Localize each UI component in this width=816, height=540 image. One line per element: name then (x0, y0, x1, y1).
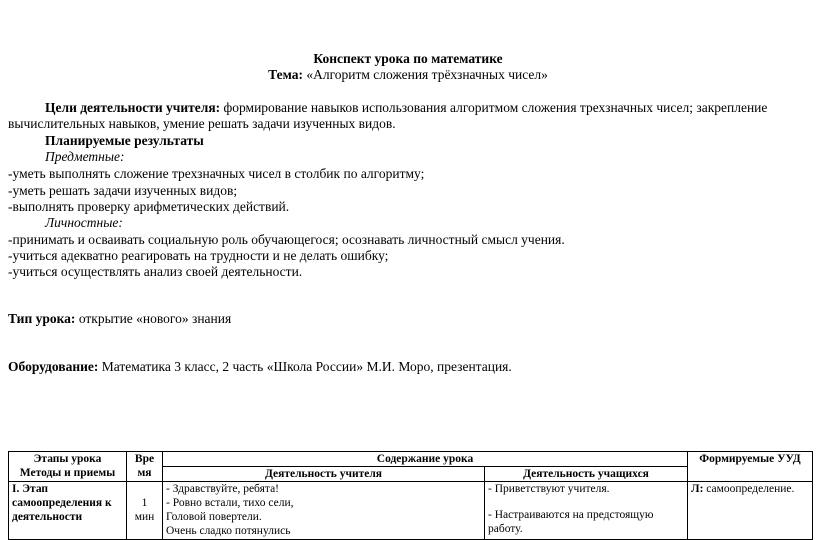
student-activity-cell: - Приветствуют учителя. - Настраиваются на предстоящую работу. (485, 482, 688, 540)
uud-cell: Л: самоопределение. (688, 482, 813, 540)
lesson-type: Тип урока: открытие «нового» знания (8, 311, 232, 326)
time-cell: 1 мин (127, 482, 163, 540)
header-student-activity: Деятельность учащихся (485, 467, 688, 482)
teacher-goals: Цели деятельности учителя: формирование навыков использования алгоритмом сложения трехзначных чисел; закрепление (45, 100, 768, 115)
subject-result-item: -уметь выполнять сложение трехзначных чисел в столбик по алгоритму; (8, 166, 425, 181)
planned-results-heading: Планируемые результаты (45, 133, 204, 148)
stage-cell: I. Этап самоопределения к деятельности (9, 482, 127, 540)
personal-result-item: -учиться адекватно реагировать на трудности и не делать ошибку; (8, 248, 389, 263)
header-teacher-activity: Деятельность учителя (163, 467, 485, 482)
header-uud: Формируемые УУД (688, 452, 813, 482)
header-content: Содержание урока (163, 452, 688, 467)
teacher-activity-cell: - Здравствуйте, ребята! - Ровно встали, тихо сели, Головой повертели. Очень сладко потянулись (163, 482, 485, 540)
teacher-goals-continued: вычислительных навыков, умение решать задачи изученных видов. (8, 116, 396, 131)
table-header-row (9, 452, 813, 467)
header-stages: Этапы урока Методы и приемы (9, 452, 127, 482)
subject-result-item: -уметь решать задачи изученных видов; (8, 183, 238, 198)
lesson-topic: Тема: «Алгоритм сложения трёхзначных чисел» (268, 67, 548, 82)
personal-results-heading: Личностные: (45, 215, 123, 230)
equipment: Оборудование: Математика 3 класс, 2 часть «Школа России» М.И. Моро, презентация. (8, 359, 512, 374)
lesson-plan-table (8, 451, 813, 540)
table-row (9, 482, 813, 540)
subject-results-heading: Предметные: (45, 149, 125, 164)
personal-result-item: -принимать и осваивать социальную роль обучающегося; осознавать личностный смысл учения. (8, 232, 565, 247)
subject-result-item: -выполнять проверку арифметических действий. (8, 199, 290, 214)
document-title: Конспект урока по математике (313, 51, 503, 66)
personal-result-item: -учиться осуществлять анализ своей деятельности. (8, 264, 303, 279)
header-time: Вре мя (127, 452, 163, 482)
